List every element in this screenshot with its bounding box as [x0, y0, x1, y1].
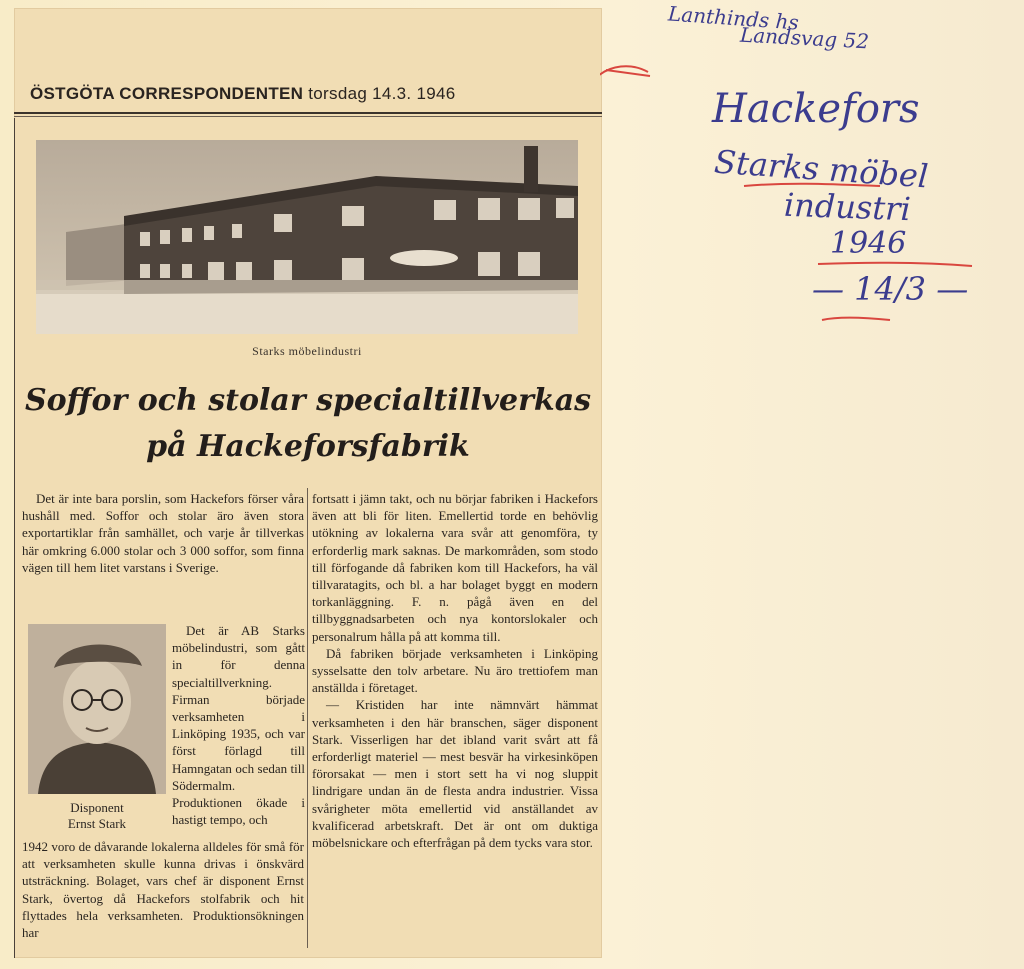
masthead-rule-thin	[14, 116, 602, 117]
factory-photo	[36, 140, 578, 334]
handwritten-note-7: — 14/3 —	[812, 270, 969, 308]
handwritten-note-5: industri	[783, 185, 912, 229]
article-column-2	[312, 490, 598, 851]
handwritten-note-4: Starks möbel	[712, 142, 930, 196]
handwritten-note-6: 1946	[830, 226, 907, 261]
headline-line-1: Soffor och stolar specialtillverkas	[24, 383, 592, 418]
masthead-name: ÖSTGÖTA CORRESPONDENTEN	[30, 84, 304, 103]
portrait-caption	[28, 800, 166, 832]
portrait-photo	[28, 624, 166, 794]
article-lead	[22, 490, 304, 576]
article-column-1-bottom	[22, 838, 304, 941]
col1-bottom-paragraph: 1942 voro de dåvarande lokalerna alldeles för små för att verksamheten skulle kunna drivas i önskvärd utsträckning. Bolaget, vars chef är disponent Ernst Stark, övertog då Hackefors stolfabrik och hit flyttades hela verksamheten. Produktionsökningen har	[22, 839, 304, 941]
headline-line-2: på Hackeforsfabrik	[146, 429, 470, 464]
col2-paragraph-2: Då fabriken började verksamheten i Linköping sysselsatte den tolv arbetare. Nu äro trettiofem man anställda i företaget.	[312, 645, 598, 696]
left-border-rule	[14, 118, 15, 958]
article-headline	[18, 378, 598, 470]
col2-paragraph-3: — Kristiden har inte nämnvärt hämmat verksamheten i den här branschen, säger disponent Stark. Visserligen har det ibland varit svårt att få erforderligt materiel — mest besvär ha virkesinköpen förorsakat — men i stort sett ha vi nog sluppit lindrigare undan än de flesta andra industrier. Vissa svårigheter möta emellertid vid anställandet av kvalificerad arbetskraft. Det är ont om duktiga möbelsnickare och efterfrågan på dem tycks vara stor.	[312, 697, 598, 851]
masthead-rule	[14, 112, 602, 114]
col2-paragraph-1: fortsatt i jämn takt, och nu börjar fabriken i Hackefors även att bli för liten. Emellertid torde en behövlig utökning av lokalerna vara svår att genomföra, ty erforderlig mark saknas. De markområden, som stodo till förfogande då fabriken kom till Hackefors, ha väl tillvaratagits, och bl. a har bolaget byggt en modern torkanläggning. F. n. pågå även en del tillbyggnadsarbeten och nya kontorslokaler och personalrum hålla på att komma till.	[312, 491, 598, 644]
handwritten-note-2: Landsvag 52	[739, 22, 870, 54]
handwritten-note-3: Hackefors	[712, 86, 920, 132]
handwritten-note-1: Lanthinds hs	[667, 1, 800, 35]
column-separator	[307, 488, 308, 948]
masthead	[30, 84, 590, 104]
col1-narrow-paragraph: Det är AB Starks möbelindustri, som gått in för denna specialtillverkning. Firman började verksamheten i Linköping 1935, och var först förlagd till Hamngatan och sedan till Södermalm. Produktionen ökade i hastigt tempo, och	[172, 623, 305, 828]
portrait-caption-title: Disponent	[70, 800, 124, 815]
masthead-date: torsdag 14.3. 1946	[308, 84, 456, 103]
lead-paragraph: Det är inte bara porslin, som Hackefors förser våra hushåll med. Soffor och stolar äro även stora exportartiklar från samhället, och varje år tillverkas här omkring 6.000 stolar och 3 000 soffor, som finna vägen till hem litet varstans i Sverige.	[22, 491, 304, 575]
portrait-caption-name: Ernst Stark	[67, 816, 127, 831]
article-column-1-narrow	[172, 622, 305, 828]
photo-caption: Starks möbelindustri	[252, 344, 362, 358]
